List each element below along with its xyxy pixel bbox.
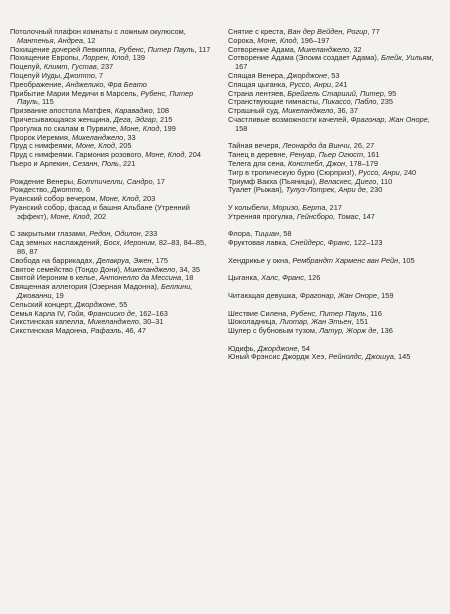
entry-title: Цыганка, [228, 273, 260, 283]
entry-page: 196–197 [300, 35, 330, 45]
entry-page: 159 [381, 290, 394, 300]
entry-page: 215 [160, 114, 173, 124]
entry-title: Юдифь, [228, 343, 256, 353]
entry-title: Преображение, [10, 79, 64, 89]
entry-page: 204 [188, 150, 201, 160]
index-entry: Хендрикье у окна, Рембрандт Харменс ван Рейн, 105 [228, 255, 415, 265]
index-entry: Похищение дочерей Левкиппа, Рубенс, Питер Пауль, 117 [10, 44, 211, 54]
index-entry: Снятие с креста, Ван дер Вейден, Рогир, 77 [228, 27, 380, 36]
entry-artist: Джорджоне [75, 299, 115, 309]
entry-title: Флора, [228, 229, 253, 239]
entry-page: 237 [100, 62, 114, 72]
entry-artist: Моризо, Берта [272, 202, 326, 212]
entry-artist: Мантенья, Андреа [17, 35, 84, 45]
entry-title: Пруд с нимфеями. Гармония розового, [10, 150, 144, 160]
entry-page: 230 [369, 185, 383, 195]
entry-title: Странствующие гимнасты, [228, 97, 321, 107]
entry-page: 235 [380, 97, 393, 107]
entry-title: Прибытие Марии Медичи в Марсель, [10, 88, 139, 98]
index-column-right [228, 28, 442, 362]
entry-artist: Рембрандт Харменс ван Рейн [292, 255, 399, 265]
entry-title: Потолочный плафон комнаты с ложным окулюсом, [10, 27, 186, 36]
entry-artist: Анджелико, Фра Беато [65, 79, 147, 89]
index-entry: Страна лентяев, Брейгель Старший, Питер, 95 [228, 88, 397, 98]
entry-artist: Ренуар, Пьер Огюст [289, 150, 364, 160]
entry-artist: Дега, Эдгар [113, 114, 156, 124]
entry-page: 55 [119, 299, 128, 309]
entry-page: 116 [370, 308, 383, 318]
index-entry: Руанский собор, фасад и башня Альбане (Утренний эффект), Моне, Клод, 202 [10, 202, 190, 221]
index-entry: Сикстинская капелла, Микеланджело, 30–31 [10, 317, 164, 327]
entry-artist: Тулуз-Лотрек, Анри де [285, 185, 366, 195]
entry-artist: Моне, Клод [257, 35, 297, 45]
entry-artist: Брейгель Старший, Питер [287, 88, 384, 98]
index-entry: Странствующие гимнасты, Пикассо, Пабло, 235 [228, 97, 393, 107]
entry-title: Сад земных наслаждений, [10, 238, 102, 248]
index-entry: Туалет (Рыжая), Тулуз-Лотрек, Анри де, 230 [228, 185, 383, 195]
entry-artist: Снейдерс, Франс [290, 238, 350, 248]
entry-page: 115 [42, 97, 54, 107]
entry-title: Похищение дочерей Левкиппа, [10, 44, 117, 54]
entry-page: 117 [198, 44, 211, 54]
entry-title: Тигр в тропическую бурю (Сюрприз!), [228, 167, 357, 177]
entry-page: 217 [329, 202, 342, 212]
entry-title: Юный Фрэнсис Джордж Хеэ, [228, 352, 327, 362]
entry-title: Святой Иероним в келье, [10, 273, 98, 283]
entry-title: Прогулка по скалам в Пурвиле, [10, 123, 119, 133]
index-entry: Свобода на баррикадах, Делакруа, Эжен, 175 [10, 255, 169, 265]
index-entry: Пьеро и Арлекин, Сезанн, Поль, 221 [10, 158, 136, 168]
entry-artist: Моне, Клод [145, 150, 185, 160]
index-entry: Причесывающаяся женщина, Дега, Эдгар, 215 [10, 114, 173, 124]
index-entry: Руанский собор вечером, Моне, Клод, 203 [10, 194, 156, 204]
index-entry: Фруктовая лавка, Снейдерс, Франс, 122–123 [228, 238, 383, 248]
index-entry: Святое семейство (Тондо Дони), Микеланджело, 34, 35 [10, 264, 200, 274]
index-entry: Цыганка, Халс, Франс, 126 [228, 273, 321, 283]
entry-artist: Джорджоне [257, 343, 298, 353]
entry-page: 32 [353, 44, 362, 54]
index-entry: Потолочный плафон комнаты с ложным окулюсом, Мантенья, Андреа, 12 [10, 27, 186, 45]
entry-title: Призвание апостола Матфея, [10, 106, 113, 116]
index-entry: Прогулка по скалам в Пурвиле, Моне, Клод, 199 [10, 123, 176, 133]
entry-title: Утренняя прогулка, [228, 211, 295, 221]
entry-title: Танец в деревне, [228, 150, 288, 160]
entry-page: 178–179 [349, 158, 379, 168]
entry-title: Сикстинская капелла, [10, 317, 86, 327]
index-entry: Сорока, Моне, Клод, 196–197 [228, 35, 330, 45]
index-entry: Флора, Тициан, 58 [228, 229, 292, 239]
entry-artist: Лоррен, Клод [82, 53, 129, 63]
index-entry: Святой Иероним в келье, Антонелло да Мессина, 18 [10, 273, 194, 283]
entry-page: 158 [235, 123, 248, 133]
entry-artist: Веласкес, Диего [319, 176, 377, 186]
entry-page: 145 [398, 352, 411, 362]
entry-title: Страшный суд, [228, 106, 280, 116]
entry-title: Похищение Европы, [10, 53, 81, 63]
entry-artist: Моне, Клод [120, 123, 160, 133]
entry-page: 7 [99, 70, 104, 80]
index-column-left [10, 28, 218, 336]
entry-artist: Джорджоне [287, 70, 328, 80]
index-entry: Страшный суд, Микеланджело, 36, 37 [228, 106, 358, 116]
index-entry: Пруд с нимфеями. Гармония розового, Моне, Клод, 204 [10, 150, 201, 160]
entry-artist: Фрагонар, Жан Оноре [299, 290, 378, 300]
index-entry: Сикстинская Мадонна, Рафаэль, 46, 47 [10, 326, 146, 336]
entry-page: 240 [403, 167, 417, 177]
entry-page: 199 [163, 123, 176, 133]
entry-title: С закрытыми глазами, [10, 229, 88, 239]
entry-page: 54 [301, 343, 310, 353]
index-entry: Сотворение Адама (Элоим создает Адама), Блейк, Уильям, 167 [228, 53, 434, 72]
entry-title: Священная аллегория (Озерная Мадонна), [10, 282, 159, 292]
entry-title: Пьеро и Арлекин, [10, 158, 71, 168]
entry-title: Руанский собор вечером, [10, 194, 98, 204]
entry-artist: Редон, Одилон [89, 229, 141, 239]
entry-artist: Боттичелли, Сандро [77, 176, 153, 186]
index-entry: Спящая Венера, Джорджоне, 53 [228, 70, 340, 80]
index-entry: Семья Карла IV, Гойя, Франсиско де, 162–163 [10, 308, 168, 318]
entry-artist: Лиотар, Жан Этьен [279, 317, 352, 327]
entry-title: Сотворение Адама, [228, 44, 296, 54]
entry-page: 241 [335, 79, 348, 89]
entry-title: Руанский собор, фасад и башня Альбане (Утренний эффект), [10, 202, 190, 221]
entry-artist: Босх, Иероним [103, 238, 155, 248]
entry-artist: Халс, Франс [261, 273, 304, 283]
entry-title: Счастливые возможности качелей, [228, 114, 349, 124]
entry-page: 18 [185, 273, 194, 283]
index-entry: Триумф Вакха (Пьяницы), Веласкес, Диего, 110 [228, 176, 393, 186]
entry-title: Поцелуй, [10, 62, 42, 72]
entry-title: Свобода на баррикадах, [10, 255, 95, 265]
entry-page: 202 [93, 211, 107, 221]
entry-title: Сотворение Адама (Элоим создает Адама), [228, 53, 379, 63]
entry-artist: Джотто [64, 70, 95, 80]
index-entry: Пруд с нимфеями, Моне, Клод, 205 [10, 141, 132, 151]
entry-artist: Руссо, Анри [289, 79, 331, 89]
index-entry: Поцелуй Иуды, Джотто, 7 [10, 70, 104, 80]
entry-page: 17 [156, 176, 165, 186]
index-entry: Танец в деревне, Ренуар, Пьер Огюст, 161 [228, 150, 380, 160]
entry-title: Сикстинская Мадонна, [10, 326, 89, 336]
index-entry: Рождение Венеры, Боттичелли, Сандро, 17 [10, 176, 165, 186]
index-entry: Шулер с бубновым тузом, Латур, Жорж де, 136 [228, 326, 393, 336]
entry-artist: Латур, Жорж де [319, 326, 377, 336]
entry-title: Спящая Венера, [228, 70, 286, 80]
index-entry: Священная аллегория (Озерная Мадонна), Беллини, Джованни, 19 [10, 282, 193, 300]
index-entry: Сельский концерт, Джорджоне, 55 [10, 299, 128, 309]
entry-page: 105 [402, 255, 415, 265]
entry-title: Телега для сена, [228, 158, 286, 168]
entry-page: 203 [142, 194, 156, 204]
entry-artist: Джотто [51, 185, 82, 195]
entry-page: 34, 35 [179, 264, 200, 274]
index-entry: Телега для сена, Констебл, Джон, 178–179 [228, 158, 379, 168]
entry-page: 161 [367, 150, 380, 160]
entry-title: Триумф Вакха (Пьяницы), [228, 176, 318, 186]
entry-artist: Ван дер Вейден, Рогир [287, 27, 368, 36]
entry-page: 205 [119, 141, 132, 151]
entry-title: Тайная вечеря, [228, 141, 281, 151]
entry-title: Шоколадница, [228, 317, 278, 327]
entry-artist: Сезанн, Поль [72, 158, 119, 168]
entry-artist: Блейк, Уильям [381, 53, 432, 63]
entry-page: 139 [132, 53, 146, 63]
entry-title: Снятие с креста, [228, 27, 286, 36]
index-entry: Спящая цыганка, Руссо, Анри, 241 [228, 79, 348, 89]
entry-artist: Руссо, Анри [358, 167, 400, 177]
entry-page: 36, 37 [337, 106, 358, 116]
entry-title: Причесывающаяся женщина, [10, 114, 112, 124]
entry-artist: Гойя, Франсиско де [67, 308, 136, 318]
entry-page: 58 [283, 229, 292, 239]
entry-artist: Рейнолдс, Джошуа [328, 352, 394, 362]
entry-artist: Тициан [254, 229, 280, 239]
entry-title: Спящая цыганка, [228, 79, 288, 89]
index-entry: С закрытыми глазами, Редон, Одилон, 233 [10, 229, 158, 239]
entry-title: У колыбели, [228, 202, 271, 212]
index-entry: Прибытие Марии Медичи в Марсель, Рубенс, Питер Пауль, 115 [10, 88, 194, 107]
entry-page: 110 [380, 176, 393, 186]
entry-artist: Микеланджело [282, 106, 334, 116]
entry-page: 46, 47 [125, 326, 146, 336]
entry-title: Семья Карла IV, [10, 308, 66, 318]
entry-page: 108 [156, 106, 170, 116]
index-entry: Тигр в тропическую бурю (Сюрприз!), Руссо, Анри, 240 [228, 167, 417, 177]
index-entry: Рождество, Джотто, 6 [10, 185, 91, 195]
entry-page: 175 [155, 255, 169, 265]
entry-title: Туалет (Рыжая), [228, 185, 284, 195]
entry-title: Рождество, [10, 185, 50, 195]
entry-artist: Фрагонар, Жан Оноре [350, 114, 428, 124]
entry-page: 233 [144, 229, 158, 239]
index-entry: Шествие Силена, Рубенс, Питер Пауль, 116 [228, 308, 383, 318]
entry-artist: Рубенс, Питер Пауль [17, 88, 194, 107]
entry-title: Сорока, [228, 35, 256, 45]
entry-page: 122–123 [353, 238, 383, 248]
entry-artist: Антонелло да Мессина [99, 273, 182, 283]
entry-page: 12 [87, 35, 96, 45]
index-entry: Сад земных наслаждений, Босх, Иероним, 82–83, 84–85, 86, 87 [10, 238, 207, 256]
entry-page: 6 [86, 185, 91, 195]
entry-artist: Делакруа, Эжен [96, 255, 152, 265]
entry-title: Сельский концерт, [10, 299, 73, 309]
entry-page: 19 [55, 290, 64, 300]
entry-artist: Беллини, Джованни [17, 282, 193, 300]
entry-title: Шествие Силена, [228, 308, 289, 318]
index-entry: Тайная вечеря, Леонардо да Винчи, 26, 27 [228, 141, 375, 151]
entry-page: 147 [362, 211, 375, 221]
index-entry: Пророк Иеремия, Микеланджело, 33 [10, 132, 136, 142]
entry-page: 136 [380, 326, 393, 336]
entry-title: Поцелуй Иуды, [10, 70, 63, 80]
index-entry: Похищение Европы, Лоррен, Клод, 139 [10, 53, 146, 63]
entry-title: Святое семейство (Тондо Дони), [10, 264, 122, 274]
entry-title: Страна лентяев, [228, 88, 286, 98]
entry-artist: Констебл, Джон [287, 158, 346, 168]
entry-artist: Рафаэль [90, 326, 122, 336]
entry-artist: Моне, Клод [50, 211, 90, 221]
entry-title: Читающая девушка, [228, 290, 298, 300]
entry-page: 126 [308, 273, 321, 283]
entry-title: Пруд с нимфеями, [10, 141, 74, 151]
entry-artist: Рубенс, Питер Пауль [290, 308, 367, 318]
entry-title: Рождение Венеры, [10, 176, 76, 186]
entry-title: Шулер с бубновым тузом, [228, 326, 318, 336]
entry-page: 162–163 [139, 308, 168, 318]
index-entry: Читающая девушка, Фрагонар, Жан Оноре, 159 [228, 290, 394, 300]
index-entry: Утренняя прогулка, Гейнсборо, Томас, 147 [228, 211, 375, 221]
entry-artist: Микеланджело [87, 317, 139, 327]
index-entry: Счастливые возможности качелей, Фрагонар, Жан Оноре, 158 [228, 114, 430, 133]
index-entry: Призвание апостола Матфея, Караваджо, 108 [10, 106, 170, 116]
entry-page: 26, 27 [353, 141, 375, 151]
entry-artist: Пикассо, Пабло [322, 97, 377, 107]
entry-title: Фруктовая лавка, [228, 238, 288, 248]
entry-artist: Караваджо [114, 106, 153, 116]
entry-page: 30–31 [142, 317, 164, 327]
entry-page: 95 [387, 88, 397, 98]
index-entry: Сотворение Адама, Микеланджело, 32 [228, 44, 362, 54]
entry-page: 167 [235, 62, 248, 72]
index-entry: Юдифь, Джорджоне, 54 [228, 343, 310, 353]
entry-artist: Рубенс, Питер Пауль [118, 44, 195, 54]
entry-artist: Микеланджело [72, 132, 124, 142]
index-entry: Шоколадница, Лиотар, Жан Этьен, 151 [228, 317, 369, 327]
entry-page: 82–83, 84–85, 86, 87 [17, 238, 207, 256]
entry-artist: Леонардо да Винчи [282, 141, 350, 151]
entry-page: 33 [127, 132, 136, 142]
entry-artist: Моне, Клод [99, 194, 139, 204]
entry-page: 151 [355, 317, 369, 327]
entry-artist: Гейнсборо, Томас [296, 211, 359, 221]
index-entry: Юный Фрэнсис Джордж Хеэ, Рейнолдс, Джошуа, 145 [228, 352, 411, 362]
entry-title: Хендрикье у окна, [228, 255, 291, 265]
entry-artist: Микеланджело [124, 264, 176, 274]
index-entry: Поцелуй, Климт, Густав, 237 [10, 62, 114, 72]
entry-page: 77 [371, 27, 380, 36]
entry-page: 53 [331, 70, 340, 80]
entry-artist: Моне, Клод [75, 141, 115, 151]
index-entry: У колыбели, Моризо, Берта, 217 [228, 202, 342, 212]
entry-artist: Микеланджело [297, 44, 350, 54]
entry-page: 221 [123, 158, 136, 168]
entry-title: Пророк Иеремия, [10, 132, 70, 142]
entry-artist: Климт, Густав [43, 62, 97, 72]
